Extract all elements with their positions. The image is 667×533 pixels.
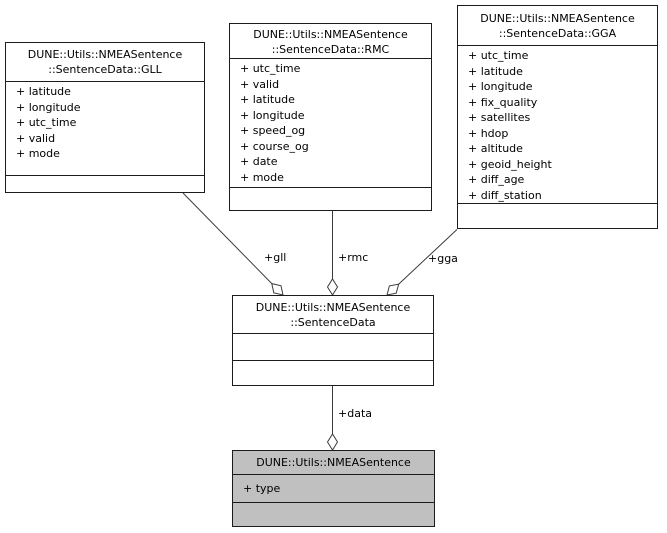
empty-compartment [233, 361, 433, 385]
class-node-gll[interactable] [5, 42, 205, 193]
attribute-row: + valid [240, 77, 280, 91]
class-title-line1: DUNE::Utils::NMEASentence [480, 12, 635, 25]
class-title [233, 296, 433, 334]
class-title-line2: ::SentenceData::GLL [48, 63, 162, 76]
empty-compartment [230, 188, 431, 210]
attribute-row: + date [240, 155, 278, 168]
attribute-row: + type [243, 482, 281, 495]
edge-label-gll: +gll [264, 251, 287, 264]
class-title-line1: DUNE::Utils::NMEASentence [253, 28, 408, 41]
edge-label-gga: +gga [428, 252, 458, 265]
attribute-row: + latitude [16, 85, 71, 98]
attribute-row: + utc_time [468, 49, 529, 62]
attribute-row: + fix_quality [468, 95, 538, 109]
attribute-row: + hdop [468, 126, 509, 140]
class-node-nmeasentence[interactable] [232, 450, 435, 527]
class-title-line1: DUNE::Utils::NMEASentence [27, 48, 183, 61]
attribute-row: + latitude [240, 93, 295, 106]
class-title-line2: ::SentenceData::GGA [498, 27, 617, 40]
aggregation-diamond-rmc [328, 279, 338, 295]
class-title [458, 6, 657, 46]
empty-compartment [458, 204, 657, 228]
attribute-row: + longitude [468, 80, 533, 93]
class-title-line2: ::SentenceData [290, 316, 376, 329]
attribute-row: + mode [16, 147, 60, 160]
class-title-line1: DUNE::Utils::NMEASentence [256, 456, 411, 469]
attribute-row: + latitude [468, 64, 523, 78]
attribute-row: + altitude [468, 142, 523, 155]
class-node-gga[interactable] [457, 5, 658, 229]
attribute-row: + satellites [468, 111, 531, 124]
aggregation-diamond-gga [387, 284, 399, 295]
attributes-compartment [233, 475, 434, 503]
attribute-row: + diff_station [468, 188, 542, 202]
attributes-compartment [6, 82, 204, 176]
edge-label-data: +data [338, 407, 372, 420]
class-title [6, 43, 204, 82]
attribute-row: + course_og [240, 139, 309, 153]
attribute-row: + utc_time [240, 62, 301, 75]
attribute-row: + longitude [16, 100, 81, 114]
attribute-row: + mode [240, 170, 284, 184]
class-title [233, 451, 434, 475]
attribute-row: + valid [16, 131, 56, 145]
class-title-line2: ::SentenceData::RMC [271, 43, 390, 56]
class-title [230, 24, 431, 59]
attribute-row: + speed_og [240, 124, 306, 137]
empty-attributes-compartment [233, 334, 433, 361]
class-node-sentencedata[interactable] [232, 295, 434, 386]
attribute-row: + geoid_height [468, 157, 552, 171]
attribute-row: + utc_time [16, 116, 77, 129]
class-node-rmc[interactable] [229, 23, 432, 211]
edge-label-rmc: +rmc [338, 251, 369, 264]
attributes-compartment [230, 59, 431, 188]
aggregation-diamond-data [328, 434, 338, 450]
attribute-row: + diff_age [468, 173, 525, 186]
empty-compartment [6, 176, 204, 192]
class-title-line1: DUNE::Utils::NMEASentence [255, 301, 411, 314]
empty-compartment [233, 503, 434, 526]
attribute-row: + longitude [240, 108, 305, 122]
aggregation-diamond-gll [272, 284, 283, 295]
attributes-compartment [458, 46, 657, 204]
